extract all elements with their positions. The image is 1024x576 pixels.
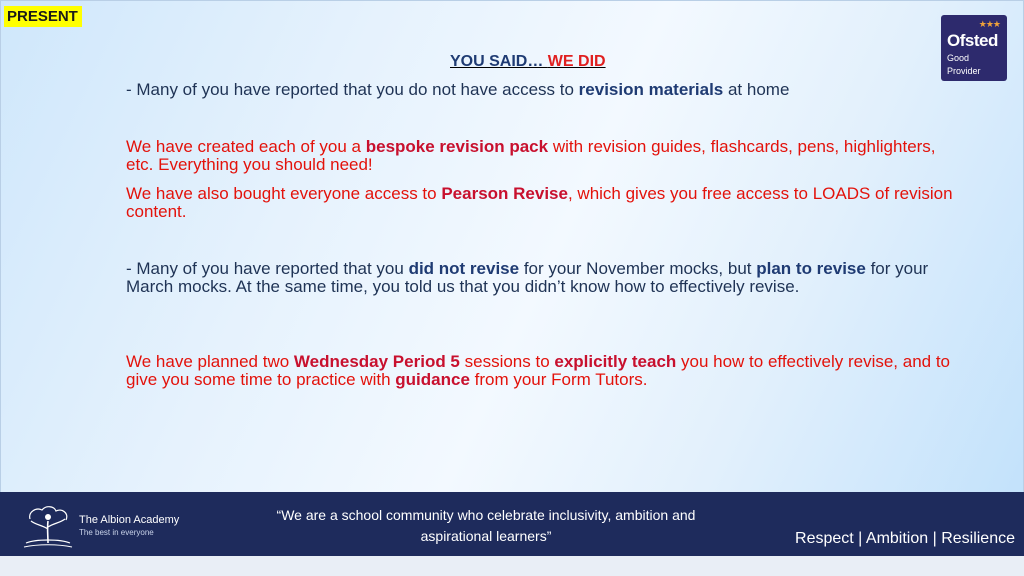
title-we-did: WE DID (547, 53, 606, 70)
text-run: We have also bought everyone access to (126, 184, 442, 203)
emphasis-run: Wednesday Period 5 (293, 352, 460, 371)
emphasis-run: plan to revise (756, 259, 866, 278)
text-run: - Many of you have reported that you (126, 259, 409, 278)
ofsted-grade-line1: Good (947, 53, 970, 63)
text-run: for your November mocks, but (519, 259, 757, 278)
text-run: We have created each of you a (126, 137, 366, 156)
page-title (450, 52, 606, 72)
emphasis-run: revision materials (578, 80, 724, 99)
emphasis-run: bespoke revision pack (365, 137, 549, 156)
text-run: - Many of you have reported that you do not have access to (126, 80, 579, 99)
did-point-1a (126, 138, 956, 174)
said-point-2 (126, 260, 956, 296)
title-you-said: YOU SAID… (450, 53, 548, 70)
text-run: you how to effectively revise, and to give you some time to practice with (126, 352, 951, 389)
school-logo (22, 505, 192, 549)
school-values: Respect | Ambition | Resilience (795, 530, 1015, 547)
emphasis-run: guidance (395, 370, 470, 389)
text-run: at home (723, 80, 790, 99)
ofsted-badge (941, 15, 1007, 81)
tree-icon (22, 505, 74, 549)
emphasis-run: did not revise (408, 259, 520, 278)
present-tag: PRESENT (4, 6, 82, 27)
emphasis-run: explicitly teach (554, 352, 677, 371)
footer-strip (0, 556, 1024, 576)
did-point-2 (126, 353, 956, 389)
text-run: with revision guides, flashcards, pens, highlighters, etc. Everything you should need! (126, 137, 936, 174)
school-quote: “We are a school community who celebrate inclusivity, ambition and aspirational learners” (276, 507, 696, 544)
school-tagline: The best in everyone (79, 528, 154, 537)
text-run: We have planned two (126, 352, 294, 371)
ofsted-brand: Ofsted (947, 31, 998, 50)
school-name: The Albion Academy (79, 514, 180, 526)
text-run: sessions to (459, 352, 555, 371)
emphasis-run: Pearson Revise (441, 184, 568, 203)
said-point-1 (126, 81, 956, 99)
did-point-1b (126, 185, 956, 221)
ofsted-grade-line2: Provider (947, 66, 981, 76)
text-run: for your March mocks. At the same time, you told us that you didn’t know how to effectively revise. (126, 259, 929, 296)
stars-icon: ★★★ (978, 19, 1000, 29)
text-run: , which gives you free access to LOADS of revision content. (126, 184, 953, 221)
text-run: from your Form Tutors. (469, 370, 648, 389)
